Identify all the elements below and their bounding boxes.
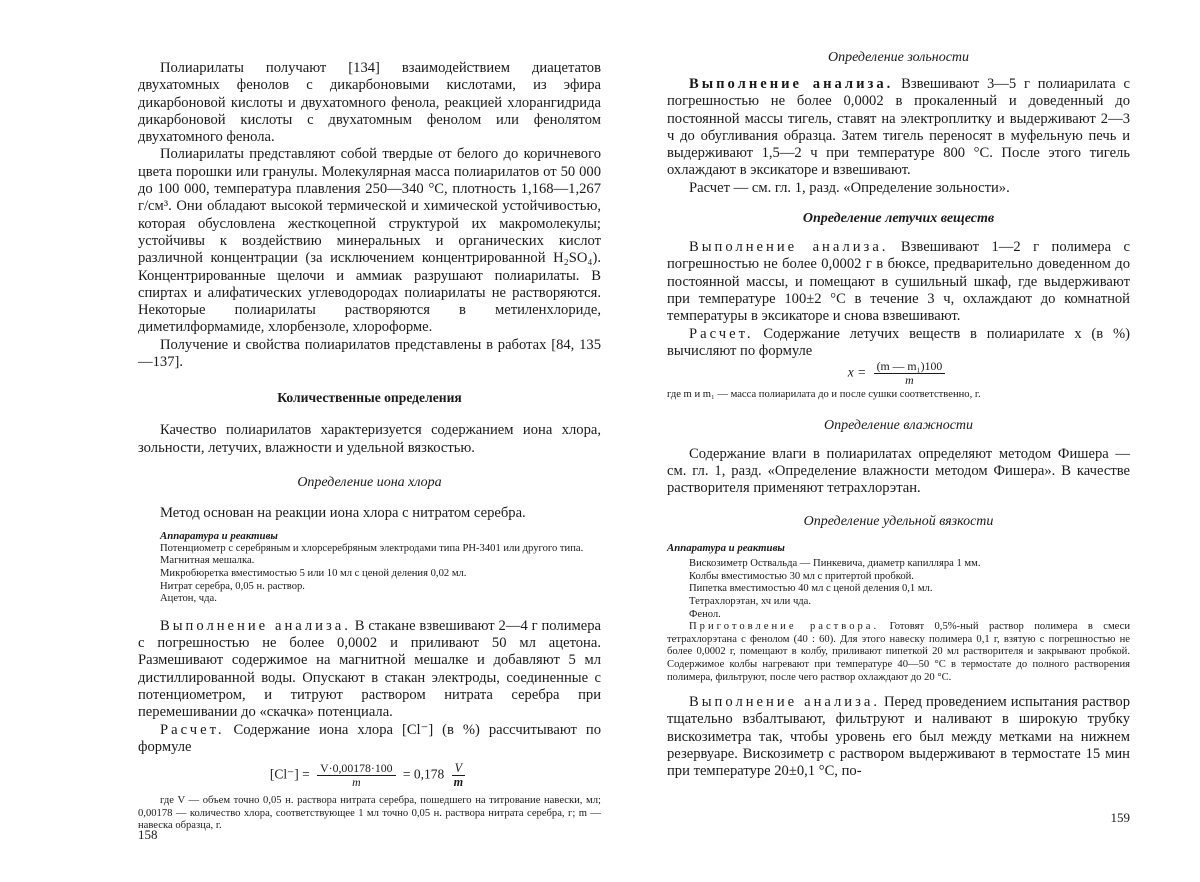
prep-label: Приготовление раствора. [689, 621, 880, 633]
volatile-formula-denominator: m [905, 373, 914, 388]
prep-paragraph [667, 621, 1130, 684]
intro-paragraph: Полиарилаты получают [134] взаимодействием диацетатов двухатомных фенолов с дикарбоновыми кислотами, из эфира дикарбоновой кислоты и двухатомного фенола, реакцией хлорангидрида дикарбоновой кислоты с двухатомным фенолом или фенолятом двухатомного фенола. [138, 60, 601, 146]
formula-fraction [317, 762, 395, 789]
moisture-paragraph: Содержание влаги в полиарилатах определяют методом Фишера — см. гл. 1, разд. «Определение влажности методом Фишера». В качестве растворителя применяют тетрахлорэтан. [667, 445, 1130, 497]
volatile-label: Выполнение анализа. [689, 239, 889, 256]
where-paragraph: где V — объем точно 0,05 н. раствора нитрата серебра, пошедшего на титрование навески, мл; 0,00178 — количество хлора, соответствующее 1 мл точно 0,05 н. раствора нитрата серебра, г; m — навеска образца, г. [138, 795, 601, 832]
quantitative-paragraph: Качество полиарилатов характеризуется содержанием иона хлора, зольности, летучих, влажности и удельной вязкостью. [138, 422, 601, 456]
apparatus-item: Вискозиметр Оствальда — Пинкевича, диаметр капилляра 1 мм. [689, 558, 981, 570]
calc-label: Расчет. [160, 721, 225, 738]
subsection-heading-ash: Определение зольности [827, 50, 970, 65]
formula-mid: = 0,178 [402, 766, 445, 782]
apparatus-item: Нитрат серебра, 0,05 н. раствор. [160, 580, 305, 592]
apparatus-item: Пипетка вместимостью 40 мл с ценой деления 0,1 мл. [689, 583, 933, 595]
section-heading-quantitative: Количественные определения [277, 390, 462, 406]
subsection-heading-volatile: Определение летучих веществ [802, 211, 995, 227]
volatile-where-paragraph: где m и m₁ — масса полиарилата до и после сушки соответственно, г. [667, 389, 981, 401]
page-number-left: 158 [138, 827, 158, 842]
volatile-text: Взвешивают 1—2 г полимера с погрешностью не более 0,0002 г в бюксе, предварительно доведенном до постоянной массы, и помещают в сушильный шкаф, где выдерживают при температуре 100±2 °C в течение 3 ч, охлаждают до комнатной температуры в эксикаторе и снова взвешивают. [667, 239, 1130, 325]
viscosity-analysis-text: Перед проведением испытания раствор тщательно взбалтывают, фильтруют и наливают в широкую трубку вискозиметра так, чтобы уровень его был между метками на нижнем резервуаре. Вискозиметр с раствором выдерживают в термостате 15 мин при температуре 20±0,1 °C, по- [667, 694, 1131, 780]
volatile-calc-label: Расчет. [689, 325, 754, 342]
subsection-heading-chlorine: Определение иона хлора [297, 474, 442, 490]
left-page [138, 0, 601, 882]
analysis-paragraph [138, 618, 601, 722]
volatile-formula-fraction [874, 360, 946, 387]
volatile-formula-numerator: (m — m₁)100 [874, 360, 946, 374]
formula-lhs: [Cl⁻] = [269, 766, 310, 782]
apparatus-block [138, 530, 601, 606]
analysis-text: В стакане взвешивают 2—4 г полимера с погрешностью не более 0,0002 и приливают 50 мл ацетона. Размешивают содержимое на магнитной мешалке и добавляют 5 мл дистиллированной воды. Опускают в стакан электроды, соединенные с потенциометром, и титруют раствором нитрата серебра при перемешивании до «скачка» потенциала. [138, 617, 601, 721]
formula-denominator: m [352, 775, 361, 790]
volatile-calc-text: Содержание летучих веществ в полиарилате x (в %) вычисляют по формуле [667, 325, 1130, 359]
volatile-calc-paragraph [667, 326, 1130, 361]
viscosity-apparatus-block [667, 542, 1130, 622]
volatile-formula-lhs: x = [847, 364, 867, 380]
viscosity-analysis-paragraph [667, 694, 1130, 780]
apparatus-item: Фенол. [689, 608, 721, 620]
ash-text: Взвешивают 3—5 г полиарилата с погрешностью не более 0,0002 в прокаленный и доведенный до постоянной массы тигель, ставят на электроплитку и выдерживают 2—3 ч до обугливания образца. Затем тигель переносят в муфельную печь и выдерживают 1,5—2 ч при температуре 800 °C. После этого тигель охлаждают в эксикаторе и взвешивают. [667, 76, 1130, 179]
formula-numerator: V·0,00178·100 [317, 762, 395, 776]
volatile-paragraph [667, 239, 1130, 325]
apparatus-item: Колбы вместимостью 30 мл с притертой пробкой. [689, 570, 914, 582]
right-page [667, 0, 1130, 882]
ash-calc-paragraph: Расчет — см. гл. 1, разд. «Определение зольности». [689, 179, 1010, 196]
apparatus-item: Магнитная мешалка. [160, 555, 255, 567]
formula-fraction-2 [452, 762, 465, 789]
viscosity-analysis-label: Выполнение анализа. [689, 694, 880, 711]
formula-denominator-2: m [453, 775, 464, 790]
method-paragraph: Метод основан на реакции иона хлора с нитратом серебра. [160, 504, 526, 521]
chlorine-formula [138, 762, 601, 789]
apparatus-heading: Аппаратура и реактивы [160, 530, 278, 543]
page-number-right: 159 [1110, 810, 1130, 825]
formula-numerator-2: V [452, 762, 465, 776]
ash-paragraph [667, 76, 1130, 180]
calc-paragraph [138, 722, 601, 757]
subsection-heading-viscosity: Определение удельной вязкости [803, 513, 994, 529]
calc-text: Содержание иона хлора [Cl⁻] (в %) рассчитывают по формуле [138, 721, 601, 755]
prep-text: Готовят 0,5%-ный раствор полимера в смеси тетрахлорэтана с фенолом (40 : 60). Для этого навеску полимера 0,1 г, взятую с погрешностью не более 0,0002 г, помещают в колбу, приливают пипеткой 20 мл растворителя и закрывают пробкой. Содержимое колбы нагревают при температуре 40—50 °C в термостате до полного растворения полимера, фильтруют, после чего раствор охлаждают до 20 °C. [667, 621, 1130, 683]
apparatus-item: Микробюретка вместимостью 5 или 10 мл с ценой деления 0,02 мл. [160, 568, 467, 580]
apparatus-item: Тетрахлорэтан, хч или чда. [689, 596, 812, 608]
apparatus-item: Потенциометр с серебряным и хлорсеребряным электродами типа РН-3401 или другого типа. [160, 542, 584, 554]
subsection-heading-moisture: Определение влажности [823, 417, 974, 433]
analysis-label: Выполнение анализа. [160, 617, 351, 634]
apparatus-heading-right: Аппаратура и реактивы [667, 541, 785, 554]
references-paragraph: Получение и свойства полиарилатов представлены в работах [84, 135—137]. [138, 336, 601, 371]
volatile-formula [667, 360, 1130, 387]
apparatus-item: Ацетон, чда. [160, 593, 217, 605]
ash-label: Выполнение анализа. [689, 76, 894, 92]
properties-paragraph: Полиарилаты представляют собой твердые от белого до коричневого цвета порошки или гранулы. Молекулярная масса полиарилатов от 50 000 до 100 000, температура плавления 250—340 °C, плотность 1,168—1,267 г/см³. Они обладают высокой термической и химической устойчивостью, которая обусловлена жесткоцепной структурой их макромолекулы; устойчивы к воздействию минеральных и органических кислот различной концентрации (за исключением концентрированной H₂SO₄). Концентрированные щелочи и аммиак разрушают полиарилаты. В спиртах и алифатических углеводородах полиарилаты не растворяются. Некоторые полиарилаты растворяются в метиленхлориде, диметилформамиде, хлорбензоле, хлороформе. [138, 146, 601, 336]
